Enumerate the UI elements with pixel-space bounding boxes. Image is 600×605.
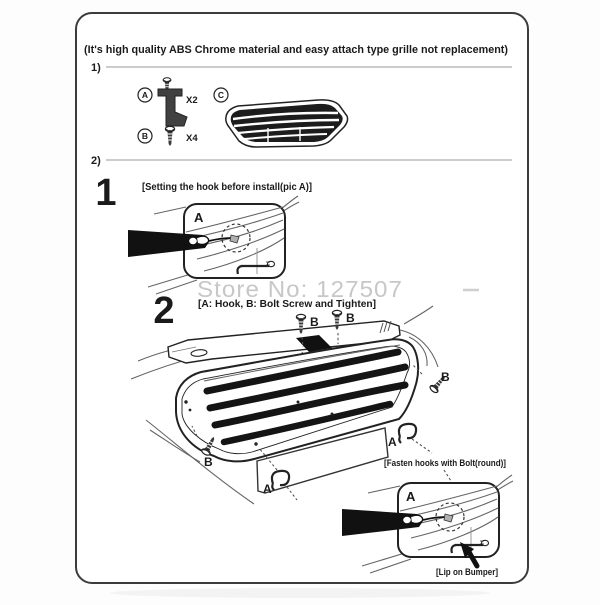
step1-number: 1: [95, 172, 117, 214]
watermark: Store No: 127507: [197, 276, 403, 302]
label-b-top-right: B: [346, 311, 355, 325]
lip-caption: [Lip on Bumper]: [436, 567, 498, 577]
label-b-right: B: [441, 370, 450, 384]
step2-caption: [A: Hook, B: Bolt Screw and Tighten]: [198, 299, 376, 310]
fasten-caption: [Fasten hooks with Bolt(round)]: [384, 458, 507, 468]
part-b-qty: X4: [186, 133, 198, 144]
label-b-bottom-left: B: [204, 455, 213, 469]
section1-label: 1): [91, 62, 101, 74]
part-a-letter: A: [141, 90, 149, 101]
grille-thumbnail: [226, 100, 348, 147]
label-a-bottom: A: [263, 482, 272, 496]
pic-a-bottom-label: A: [406, 489, 416, 504]
step2-number: 2: [153, 290, 175, 332]
photo-shadow: [110, 588, 490, 598]
label-a-right: A: [388, 435, 397, 449]
step1-caption: [Setting the hook before install(pic A)]: [142, 182, 312, 193]
label-b-top-left: B: [310, 315, 319, 329]
pic-a-label: A: [194, 210, 204, 225]
section2-label: 2): [91, 155, 101, 167]
page-title: (It's high quality ABS Chrome material and easy attach type grille not replacement): [84, 44, 509, 56]
part-c-letter: C: [217, 90, 225, 101]
part-a-qty: X2: [186, 95, 198, 106]
part-b-letter: B: [141, 131, 149, 142]
